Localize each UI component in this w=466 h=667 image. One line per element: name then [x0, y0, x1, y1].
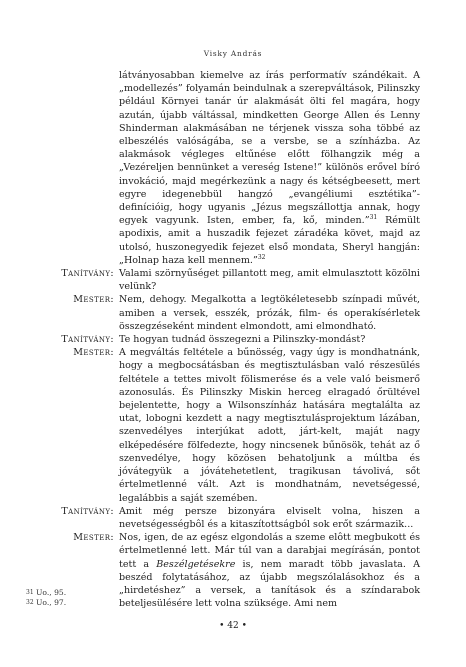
- page-body: [26, 69, 420, 610]
- speech-text: A megváltás feltétele a bűnösség, vagy úgy is mondhatnánk, hogy a megbocsátásban és megtisztulásban való részesülés feltétele a tettes mivolt fölismerése és a vele való beismerő azonosulás. És Pilinszky Miskin herceg elragadó őrültével bejelentette, hogy a Wilsonszínház hatására megtalálta az utat, lobogni kezdett a nagy megtisztulásprojektum lázában, szenvedélyes interjúkat adott, járt-kelt, maját nagy elképedésére fölfedezte, hogy nincsenek bűnösök, tehát az ő szenvedélye, hogy közösen behatoljunk a múltba és jóvátegyük a jóvátehetetlent, tragikusan távolivá, sőt értelmetlenné vált. Azt is mondhatnám, nevetségessé, legalábbis a saját szemében.: [119, 347, 420, 504]
- speaker-label: Mester:: [73, 532, 114, 544]
- page-number: • 42 •: [219, 621, 247, 631]
- speech-text-part: is, nem maradt több javaslata. A beszéd folytatásához, az újabb megszólalásokhoz és a „hirdetéshez” a versek, a tanítások és a színdarabok beteljesülésére lett volna szüksége. Ami nem: [119, 558, 421, 610]
- speaker-label: Tanítvány:: [61, 505, 114, 517]
- footnote-text: Uo., 97.: [36, 598, 67, 607]
- dialogue-line: [26, 293, 420, 333]
- dialogue-line: [26, 333, 420, 346]
- running-head: Visky András: [203, 49, 263, 58]
- dialogue-line: [26, 346, 420, 504]
- footnote-number: 32: [26, 599, 34, 606]
- speaker-label: Tanítvány:: [61, 268, 114, 280]
- footnote-number: 31: [26, 589, 34, 596]
- footnote-ref-31[interactable]: 31: [369, 214, 378, 222]
- book-title: Beszélgetésekre: [156, 558, 236, 570]
- footnote-ref-32[interactable]: 32: [257, 253, 266, 261]
- speech-text: Valami szörnyűséget pillantott meg, amit elmulasztott közölni velünk?: [119, 268, 420, 293]
- footnotes: [26, 588, 420, 608]
- speaker-label: Tanítvány:: [61, 334, 114, 346]
- footnote-text: Uo., 95.: [36, 588, 67, 597]
- intro-paragraph: [119, 69, 420, 267]
- speech-text: Te hogyan tudnád összegezni a Pilinszky-mondást?: [119, 334, 366, 346]
- dialogue-line: [26, 505, 420, 531]
- intro-text: látványosabban kiemelve az írás performatív szándékait. A „modellezés” folyamán beindulnak a szerepváltások, Pilinszky például Környei tanár úr alakmását ölti fel magára, hogy azután, újabb váltással, mindketten George Allen és Lenny Shinderman alakmásában ne térjenek vissza soha többé az elbeszélés valóságába, se a versbe, se a színházba. Az alakmások végleges eltűnése előtt fölhangzik még a „Vezéreljen bennünket a vereség Istene!” különös erővel bíró invokáció, majd megérkezünk a nagy és kétségbeesett, mert egyre idegenebbül hangzó „evangéliumi esztétika”-definícióig, hogy ugyanis „Jézus megszállottja annak, hogy egyek vagyunk. Isten, ember, fa, kő, minden.”: [119, 70, 420, 227]
- speaker-label: Mester:: [73, 294, 114, 306]
- intro-tail-text: Rémült apodixis, amit a huszadik fejezet záradéka követ, majd az utolsó, huszonegyedik fejezet első mondata, Sheryl hangján: „Holnap haza kell mennem.”: [119, 215, 421, 266]
- speech-text: Nem, dehogy. Megalkotta a legtökéletesebb színpadi művét, amiben a versek, esszék, prózák, film- és operakísérletek összegzéseként mindent elmondott, ami elmondható.: [119, 294, 420, 332]
- footnote: [26, 598, 420, 608]
- speaker-label: Mester:: [73, 347, 114, 359]
- footnote: [26, 588, 420, 598]
- speech-text-part: Nos, igen, de az egész elgondolás a szeme elôtt megbukott és értelmetlenné lett. Már túl van a darabjai megírásán, pontot tett a: [119, 532, 420, 570]
- dialogue-line: [26, 267, 420, 293]
- speech-text: Amit még persze bizonyára elviselt volna, hiszen a nevetségességbôl és a kitaszítottságból sok erőt származik...: [119, 505, 420, 530]
